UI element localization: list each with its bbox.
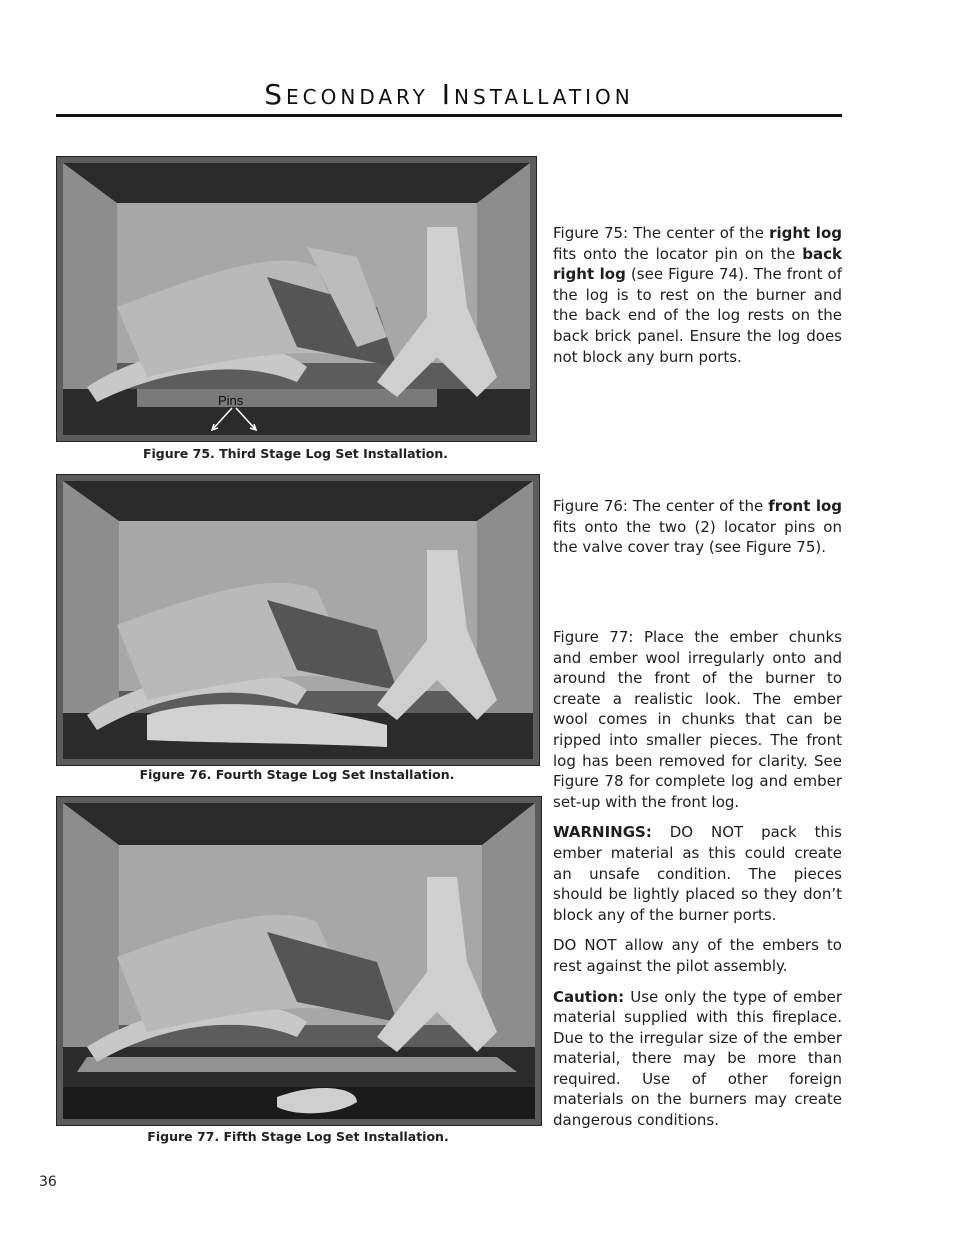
figure-75-description: Figure 75: The center of the right log fits onto the locator pin on the back right log (see Figure 74). The front of the log is to rest on the burner and the back end of the log rests on the back brick panel. Ensure the log does not block any burn ports. xyxy=(553,224,842,366)
title-rule xyxy=(56,114,842,117)
figure-77-caption: Figure 77. Fifth Stage Log Set Installation. xyxy=(147,1129,449,1144)
embers-note-paragraph: DO NOT allow any of the embers to rest against the pilot assembly. xyxy=(553,936,842,975)
figure-76-description: Figure 76: The center of the front log fits onto the two (2) locator pins on the valve cover tray (see Figure 75). xyxy=(553,497,843,557)
figure-77-paragraph: Figure 77: Place the ember chunks and ember wool irregularly onto and around the front of the burner to create a realistic look. The ember wool comes in chunks that can be ripped into smaller pieces. The front log has been removed for clarity. See Figure 78 for complete log and ember set-up with the front log. xyxy=(553,628,842,811)
figure-75-caption: Figure 75. Third Stage Log Set Installation. xyxy=(142,446,449,461)
pins-annotation: Pins xyxy=(218,393,244,408)
caution-paragraph: Caution: Use only the type of ember material supplied with this fireplace. Due to the irregular size of the ember material, there may be more than required. Use of other foreign materials on the burners may create dangerous conditions. xyxy=(553,987,842,1130)
page-title: Secondary Installation xyxy=(264,78,634,111)
figure-76-photo xyxy=(56,474,540,766)
figure-77-photo xyxy=(56,796,542,1126)
page-number: 36 xyxy=(39,1174,57,1190)
warnings-paragraph: WARNINGS: DO NOT pack this ember material as this could create an unsafe condition. The pieces should be lightly placed so they don’t block any of the burner ports. xyxy=(553,823,842,924)
figure-76-caption: Figure 76. Fourth Stage Log Set Installation. xyxy=(139,767,455,782)
figure-75-photo xyxy=(56,156,537,442)
figure-77-description xyxy=(553,627,842,1141)
pins-arrow-icon xyxy=(200,406,270,434)
